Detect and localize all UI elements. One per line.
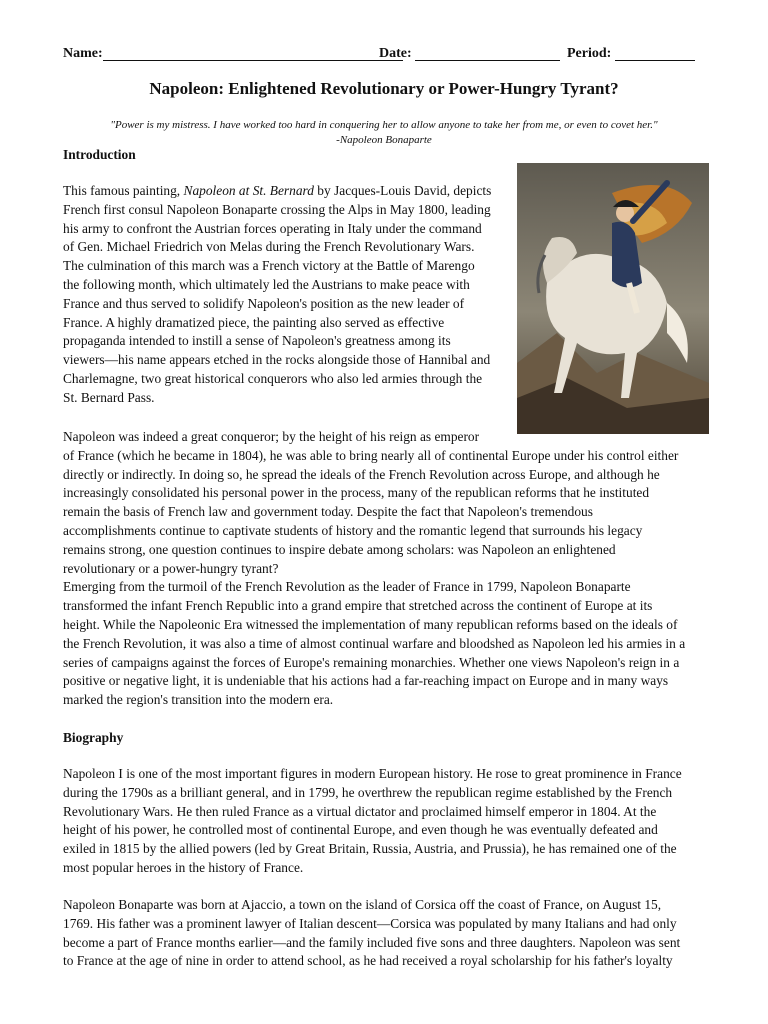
intro-p2-line: height. While the Napoleonic Era witnessed the implementation of many republican reforms based on the ideals of <box>63 616 678 632</box>
intro-p2-line: series of campaigns against the forces of Europe's remaining monarchies. Whether one views Napoleon's reign in a <box>63 654 680 670</box>
intro-p1-line: Charlemagne, two great historical conquerors who also led armies through the <box>63 370 483 386</box>
intro-p2-line: directly or indirectly. In doing so, he spread the ideals of the French Revolution across Europe, and although he <box>63 466 660 482</box>
bio-p1-line: Napoleon I is one of the most important figures in modern European history. He rose to great prominence in France <box>63 766 682 781</box>
intro-p1-line: of Gen. Michael Friedrich von Melas during the French Revolutionary Wars. <box>63 239 475 255</box>
intro-p2-line: revolutionary or a power-hungry tyrant? <box>63 560 279 576</box>
intro-p2-line: of France (which he became in 1804), he was able to bring nearly all of continental Europe under his control either <box>63 447 679 463</box>
name-field[interactable] <box>103 60 403 61</box>
period-field[interactable] <box>615 60 695 61</box>
quote-text: "Power is my mistress. I have worked too hard in conquering her to allow anyone to take her from me, or even to covet her." <box>110 119 658 131</box>
painting-title: Napoleon at St. Bernard <box>183 183 314 198</box>
intro-p1-line: the following month, which ultimately led the Austrians to make peace with <box>63 276 470 292</box>
biography-heading: Biography <box>63 730 124 745</box>
bio-p1-line: most popular heroes in the history of France. <box>63 859 304 875</box>
intro-p1-line: his army to confront the Austrian forces operating in Italy under the command <box>63 220 482 236</box>
introduction-paragraph-1 <box>63 182 513 408</box>
biography-paragraph-2 <box>63 896 713 971</box>
name-label: Name: <box>63 46 103 61</box>
bio-p2-line: to France at the age of nine in order to attend school, as he had received a royal scholarship for his father's loyalty <box>63 953 673 969</box>
date-label: Date: <box>379 46 412 61</box>
quote-attribution: -Napoleon Bonaparte <box>336 134 432 146</box>
bio-p2-line: 1769. His father was a prominent lawyer of Italian descent—Corsica was populated by many Italians and had only <box>63 915 677 931</box>
intro-p2-line: accomplishments continue to captivate students of history and the romantic legend that surrounds his legacy <box>63 522 643 538</box>
intro-p1-line: propaganda intended to instill a sense of Napoleon's greatness among its <box>63 333 451 349</box>
intro-p2-line: remains strong, one question continues to inspire debate among scholars: was Napoleon an enlightened <box>63 541 616 557</box>
intro-p2-line: transformed the infant French Republic into a grand empire that stretched across the continent of Europe at its <box>63 598 653 614</box>
page-title: Napoleon: Enlightened Revolutionary or Power-Hungry Tyrant? <box>149 79 619 98</box>
bio-p1-line: during the 1790s as a brilliant general, and in 1799, he overthrew the republican regime established by the French <box>63 784 673 800</box>
intro-p1-line: St. Bernard Pass. <box>63 389 155 405</box>
napoleon-painting-image <box>517 163 709 434</box>
introduction-paragraph-2 <box>63 428 713 710</box>
intro-p1-line: French first consul Napoleon Bonaparte crossing the Alps in May 1800, leading <box>63 201 491 217</box>
intro-p1-line: France and thus served to solidify Napoleon's position as the new leader of <box>63 295 465 311</box>
intro-p1-line: This famous painting, Napoleon at St. Bernard by Jacques-Louis David, depicts <box>63 183 492 198</box>
intro-p1-line: viewers—his name appears etched in the rocks alongside those of Hannibal and <box>63 352 491 368</box>
intro-p2-line: remain the basis of French law and government today. Despite the fact that Napoleon's tremendous <box>63 504 593 520</box>
introduction-heading: Introduction <box>63 147 136 162</box>
date-field[interactable] <box>415 60 560 61</box>
intro-p2-line: Napoleon was indeed a great conqueror; by the height of his reign as emperor <box>63 429 480 444</box>
bio-p1-line: Revolutionary Wars. He then ruled France as a virtual dictator and proclaimed himself emperor in 1804. At the <box>63 803 657 819</box>
intro-p2-line: Emerging from the turmoil of the French Revolution as the leader of France in 1799, Napoleon Bonaparte <box>63 579 631 595</box>
bio-p1-line: exiled in 1815 by the allied powers (led by Great Britain, Russia, Austria, and Prussia), he has remained one of the <box>63 841 677 857</box>
intro-p2-line: positive or negative light, it is undeniable that his actions had a far-reaching impact on Europe and in many ways <box>63 673 669 689</box>
biography-paragraph-1 <box>63 765 713 878</box>
bio-p2-line: become a part of France months earlier—and the family included five sons and three daughters. Napoleon was sent <box>63 934 681 950</box>
intro-p2-line: marked the region's transition into the modern era. <box>63 692 334 708</box>
intro-p1-line: France. A highly dramatized piece, the painting also served as effective <box>63 314 445 330</box>
bio-p2-line: Napoleon Bonaparte was born at Ajaccio, a town on the island of Corsica off the coast of France, on August 15, <box>63 897 662 912</box>
intro-p1-line: The culmination of this march was a French victory at the Battle of Marengo <box>63 258 475 274</box>
painting-illustration <box>517 163 709 434</box>
intro-p2-line: the French Revolution, it was also a time of almost continual warfare and bloodshed as Napoleon led his armies in a <box>63 635 686 651</box>
epigraph-quote <box>40 118 728 148</box>
period-label: Period: <box>567 46 612 61</box>
intro-p2-line: increasingly consolidated his personal power in the process, many of the republican reforms that he instituted <box>63 485 650 501</box>
bio-p1-line: height of his power, he controlled most of continental Europe, and even though he was eventually defeated and <box>63 822 658 838</box>
